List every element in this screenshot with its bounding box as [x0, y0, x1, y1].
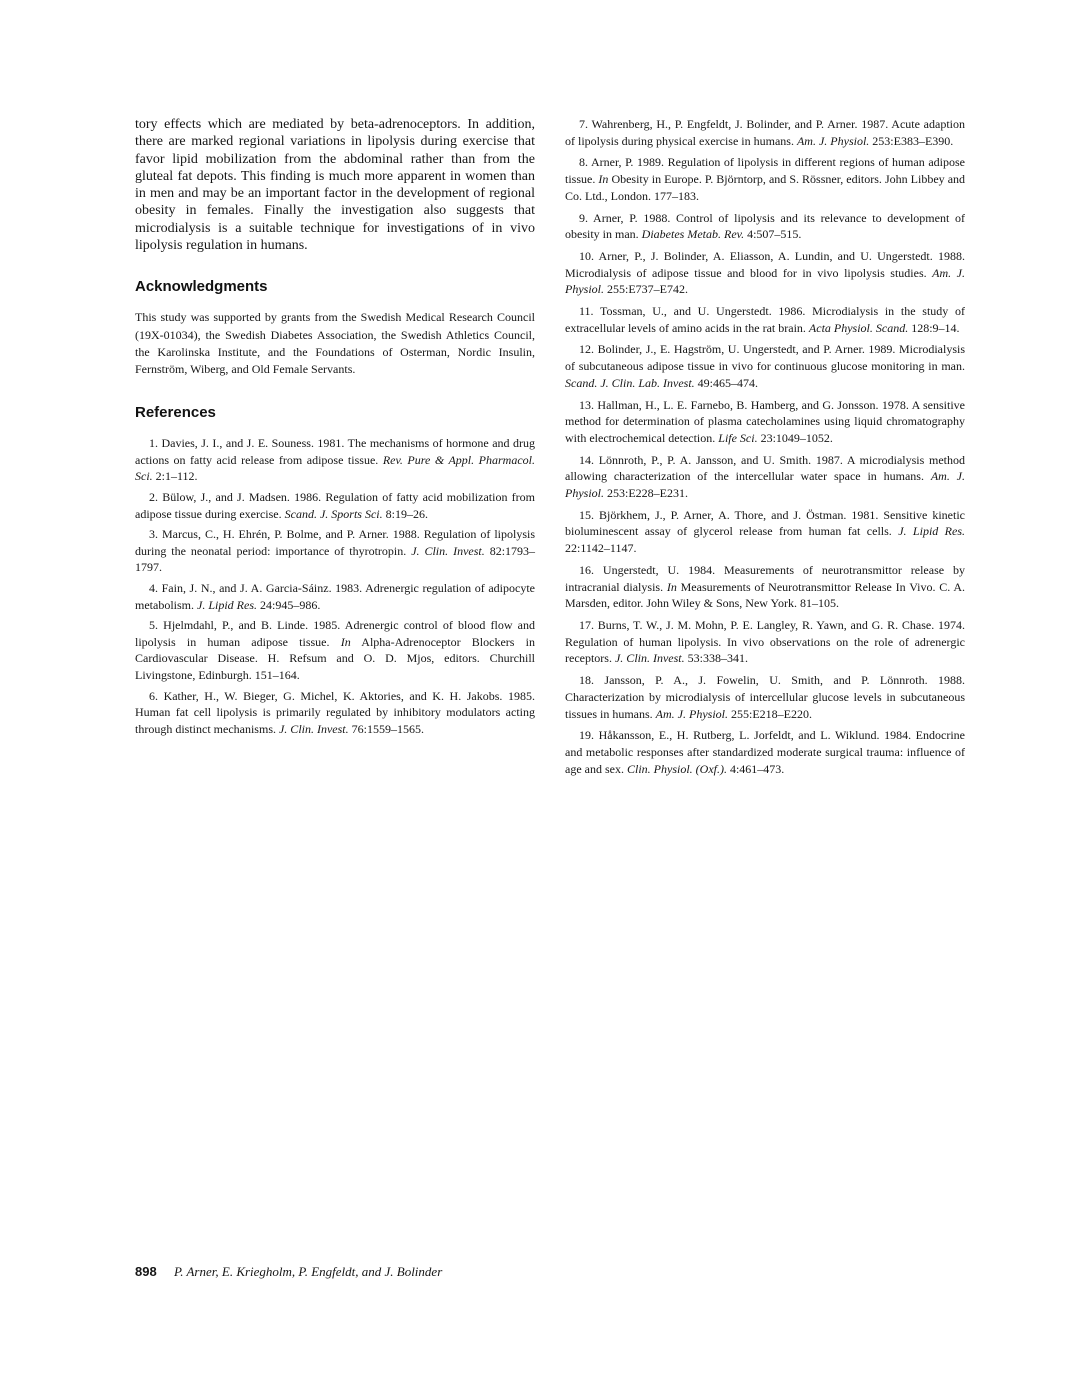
left-column [135, 116, 535, 741]
reference-item [135, 435, 535, 485]
reference-text: 4. Fain, J. N., and J. A. Garcia-Sáinz. 1983. Adrenergic regulation of adipocyte metabolism. [135, 580, 535, 612]
intro-paragraph: tory effects which are mediated by beta-adrenoceptors. In addition, there are marked regional variations in lipolysis during exercise that favor lipid mobilization from the abdominal rather than from the gluteal fat depots. This finding is much more apparent in women than in men and may be an important factor in the development of regional obesity in females. Finally the investigation also suggests that microdialysis is a suitable technique for investigations of in vivo lipolysis regulation in humans. [135, 117, 535, 254]
reference-item [565, 507, 965, 557]
reference-item [135, 580, 535, 613]
reference-journal: In [666, 579, 677, 594]
acknowledgments-heading: Acknowledgments [135, 278, 268, 296]
reference-journal: Diabetes Metab. Rev. [641, 227, 745, 242]
reference-list-right [565, 116, 965, 777]
right-column [565, 116, 965, 782]
reference-journal: In [340, 634, 351, 649]
reference-text: 11. Tossman, U., and U. Ungerstedt. 1986. Microdialysis in the study of extracellular levels of amino acids in the rat brain. [565, 304, 965, 335]
reference-citation: 255:E737–E742. [607, 282, 688, 297]
reference-item [565, 562, 965, 612]
reference-citation: 4:507–515. [747, 227, 802, 242]
reference-text: 19. Håkansson, E., H. Rutberg, L. Jorfeldt, and L. Wiklund. 1984. Endocrine and metabolic responses after standardized moderate surgical trauma: influence of age and sex. [565, 728, 965, 776]
page-footer [135, 1264, 442, 1280]
reference-item [565, 617, 965, 667]
reference-citation: 76:1559–1565. [351, 721, 424, 736]
reference-citation: 4:461–473. [729, 761, 785, 776]
reference-citation: Alpha-Adrenoceptor Blockers in Cardiovascular Disease. H. Refsum and O. D. Mjos, editors. Churchill Livingstone, Edinburgh. 151–164. [135, 634, 536, 682]
reference-citation: 22:1142–1147. [565, 541, 637, 556]
reference-item [565, 672, 965, 722]
reference-citation: Measurements of Neurotransmittor Release In Vivo. C. A. Marsden, editor. John Wiley & Sons, New York. 81–105. [565, 579, 966, 611]
page-number: 898 [135, 1264, 157, 1279]
reference-citation: 253:E383–E390. [872, 133, 954, 148]
references-heading: References [135, 404, 216, 422]
reference-item [565, 397, 965, 447]
reference-text: 17. Burns, T. W., J. M. Mohn, P. E. Langley, R. Yawn, and G. R. Chase. 1974. Regulation of human lipolysis. In vivo observations on the role of adrenergic receptors. [565, 617, 965, 666]
reference-journal: J. Clin. Invest. [614, 651, 685, 666]
acknowledgments-text: This study was supported by grants from the Swedish Medical Research Council (19X-01034), the Swedish Diabetes Association, the Swedish Athletics Council, the Karolinska Institute, and the Foundations of Osterman, Nordic Insulin, Fernström, Wiberg, and Old Female Servants. [135, 310, 535, 376]
reference-citation: 128:9–14. [911, 320, 960, 335]
reference-citation: 53:338–341. [687, 651, 748, 666]
reference-journal: J. Clin. Invest. [278, 721, 349, 736]
reference-text: 1. Davies, J. I., and J. E. Souness. 1981. The mechanisms of hormone and drug actions on fatty acid release from adipose tissue. [135, 436, 535, 467]
reference-journal: J. Clin. Invest. [411, 543, 485, 558]
reference-text: 2. Bülow, J., and J. Madsen. 1986. Regulation of fatty acid mobilization from adipose tissue during exercise. [135, 489, 535, 521]
reference-text: 13. Hallman, H., L. E. Farnebo, B. Hamberg, and G. Jonsson. 1978. A sensitive method for determination of plasma catecholamines using liquid chromatography with electrochemical detection. [565, 397, 965, 445]
reference-text: 18. Jansson, P. A., J. Fowelin, U. Smith, and P. Lönnroth. 1988. Characterization by microdialysis of intercellular glucose levels in subcutaneous tissues in humans. [565, 673, 965, 721]
reference-text: 3. Marcus, C., H. Ehrén, P. Bolme, and P. Arner. 1988. Regulation of lipolysis during the neonatal period: importance of thyrotropin. [135, 527, 535, 558]
reference-item [565, 116, 965, 149]
reference-text: 8. Arner, P. 1989. Regulation of lipolysis in different regions of human adipose tissue. [565, 155, 965, 187]
reference-text: 12. Bolinder, J., E. Hagström, U. Ungerstedt, and P. Arner. 1989. Microdialysis of subcutaneous adipose tissue in vivo for continuous glucose monitoring in man. [565, 342, 965, 374]
reference-journal: Am. J. Physiol. [565, 265, 966, 297]
reference-journal: In [598, 172, 609, 187]
reference-journal: J. Lipid Res. [197, 597, 257, 612]
reference-item [565, 210, 965, 243]
reference-item [135, 489, 535, 522]
reference-text: 16. Ungerstedt, U. 1984. Measurements of neurotransmittor release by intracranial dialysis. [565, 562, 965, 594]
running-authors: P. Arner, E. Kriegholm, P. Engfeldt, and J. Bolinder [173, 1264, 443, 1279]
reference-item [135, 688, 535, 738]
reference-citation: 49:465–474. [697, 375, 758, 390]
reference-citation: 8:19–26. [385, 506, 428, 521]
reference-text: 7. Wahrenberg, H., P. Engfeldt, J. Bolinder, and P. Arner. 1987. Acute adaption of lipolysis during physical exercise in humans. [565, 117, 965, 148]
reference-journal: Life Sci. [718, 430, 758, 445]
reference-journal: Am. J. Physiol. [565, 469, 965, 501]
reference-journal: Acta Physiol. Scand. [808, 320, 909, 335]
reference-item [565, 727, 965, 777]
reference-journal: J. Lipid Res. [898, 524, 966, 539]
reference-citation: 255:E218–E220. [731, 706, 812, 721]
reference-citation: 2:1–112. [155, 469, 198, 484]
reference-journal: Rev. Pure & Appl. Pharmacol. Sci. [135, 452, 535, 484]
reference-text: 9. Arner, P. 1988. Control of lipolysis and its relevance to development of obesity in man. [565, 210, 965, 242]
reference-text: 14. Lönnroth, P., P. A. Jansson, and U. Smith. 1987. A microdialysis method allowing characterization of the intercellular water space in humans. [565, 452, 965, 484]
reference-text: 15. Björkhem, J., P. Arner, A. Thore, and J. Östman. 1981. Sensitive kinetic bioluminescent assay of glycerol release from human fat cells. [565, 507, 965, 539]
reference-journal: Clin. Physiol. (Oxf.). [626, 761, 727, 776]
reference-list-left [135, 435, 535, 737]
reference-item [565, 452, 965, 502]
reference-text: 5. Hjelmdahl, P., and B. Linde. 1985. Adrenergic control of blood flow and lipolysis in human adipose tissue. [135, 618, 535, 649]
reference-citation: Obesity in Europe. P. Björntorp, and S. Rössner, editors. John Libbey and Co. Ltd., London. 177–183. [565, 172, 966, 203]
reference-citation: 82:1793–1797. [135, 543, 536, 575]
reference-citation: 23:1049–1052. [760, 430, 833, 445]
reference-item [135, 617, 535, 683]
reference-item [135, 526, 535, 576]
reference-journal: Am. J. Physiol. [655, 706, 728, 721]
reference-item [565, 341, 965, 391]
reference-journal: Scand. J. Sports Sci. [284, 506, 383, 521]
reference-text: 10. Arner, P., J. Bolinder, A. Eliasson, A. Lundin, and U. Ungerstedt. 1988. Microdialysis of adipose tissue and blood for in vivo lipolysis studies. [565, 248, 965, 280]
reference-item [565, 154, 965, 204]
reference-citation: 253:E228–E231. [607, 486, 688, 501]
reference-text: 6. Kather, H., W. Bieger, G. Michel, K. Aktories, and K. H. Jakobs. 1985. Human fat cell lipolysis is primarily regulated by inhibitory modulators acting through distinct mechanisms. [135, 688, 535, 736]
reference-item [565, 303, 965, 336]
reference-journal: Scand. J. Clin. Lab. Invest. [565, 375, 695, 390]
reference-item [565, 248, 965, 298]
reference-citation: 24:945–986. [260, 597, 321, 612]
reference-journal: Am. J. Physiol. [796, 133, 870, 148]
